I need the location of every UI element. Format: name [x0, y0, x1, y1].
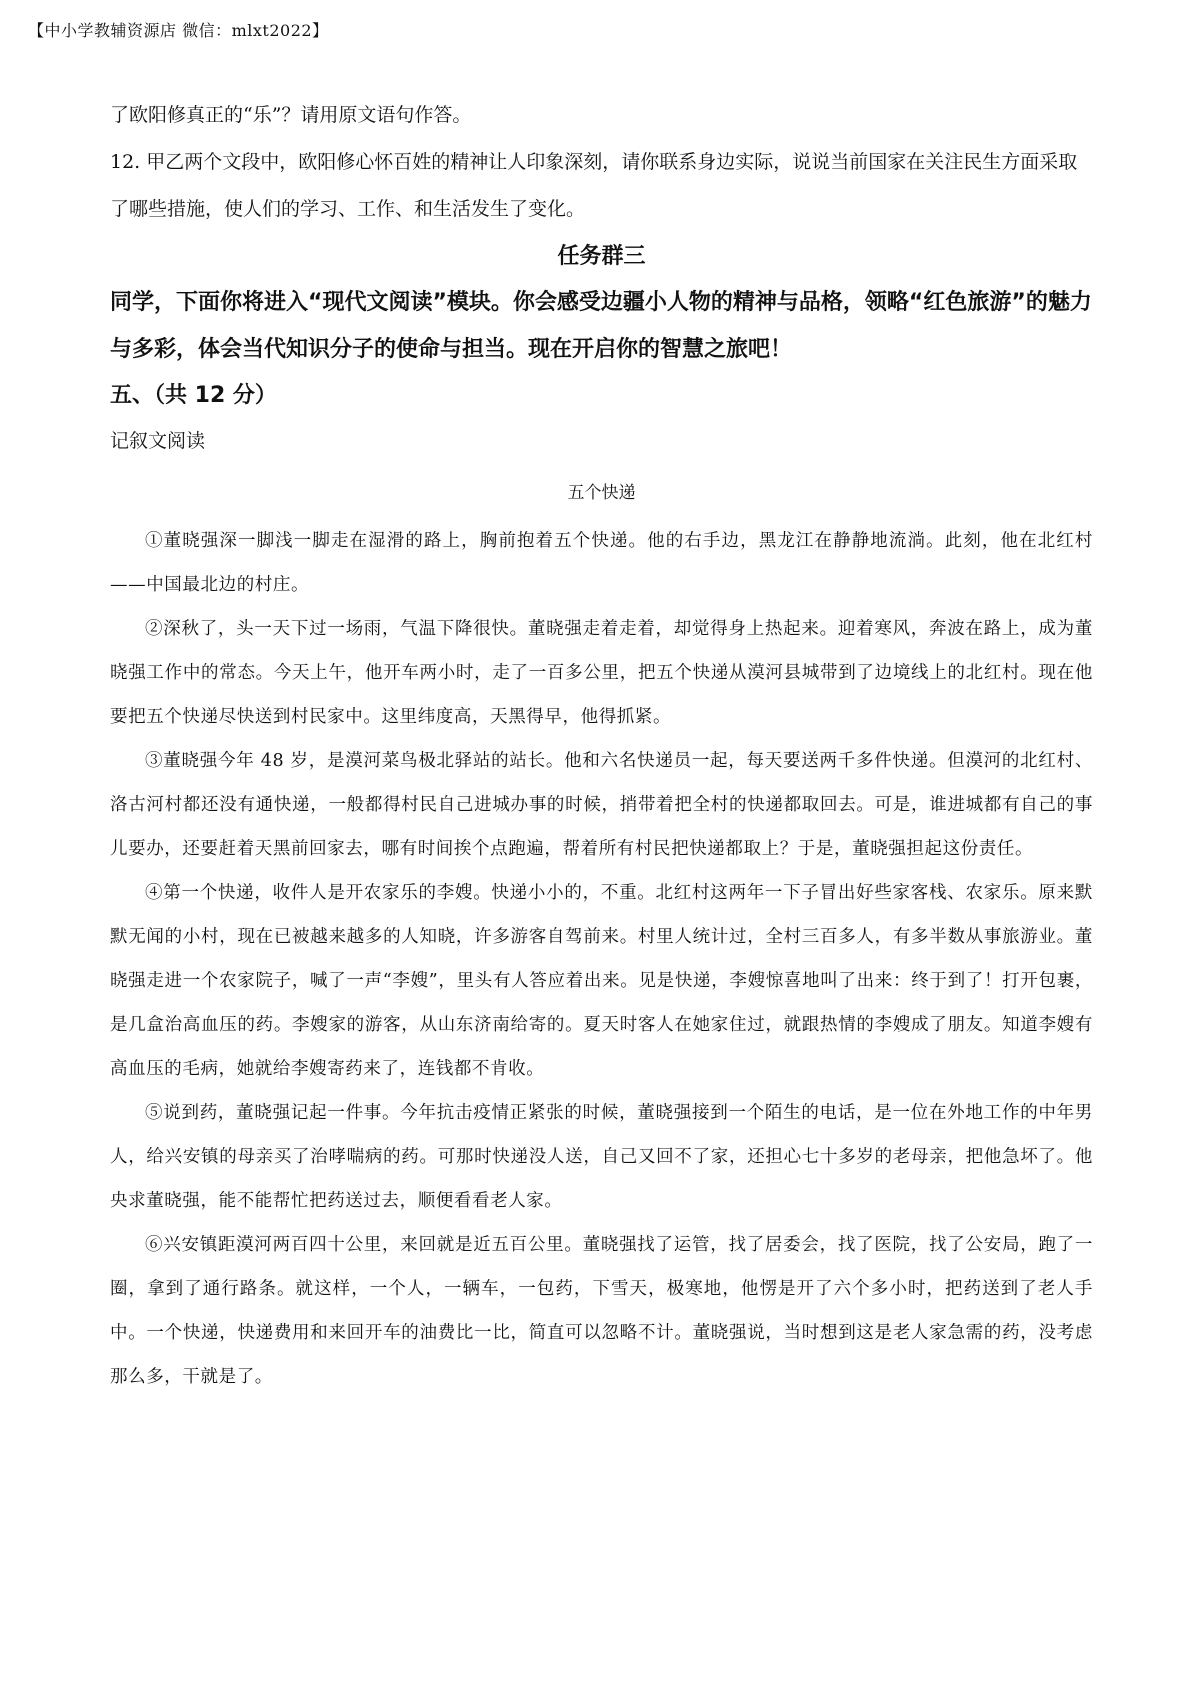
article-paragraph-4: ④第一个快递，收件人是开农家乐的李嫂。快递小小的，不重。北红村这两年一下子冒出好些家客栈、农家乐。原来默默无闻的小村，现在已被越来越多的人知晓，许多游客自驾前来。村里人统计过，全村三百多人，有多半数从事旅游业。董晓强走进一个农家院子，喊了一声“李嫂”，里头有人答应着出来。见是快递，李嫂惊喜地叫了出来：终于到了！打开包裹，是几盒治高血压的药。李嫂家的游客，从山东济南给寄的。夏天时客人在她家住过，就跟热情的李嫂成了朋友。知道李嫂有高血压的毛病，她就给李嫂寄药来了，连钱都不肯收。	[110, 883, 1093, 1079]
document-body	[110, 92, 1093, 1399]
watermark-header: 【中小学教辅资源店 微信：mlxt2022】	[28, 21, 329, 40]
task-group-intro: 同学，下面你将进入“现代文阅读”模块。你会感受边疆小人物的精神与品格，领略“红色旅游”的魅力与多彩，体会当代知识分子的使命与担当。现在开启你的智慧之旅吧！	[110, 290, 1092, 362]
article-paragraph-5: ⑤说到药，董晓强记起一件事。今年抗击疫情正紧张的时候，董晓强接到一个陌生的电话，是一位在外地工作的中年男人，给兴安镇的母亲买了治哮喘病的药。可那时快递没人送，自己又回不了家，还担心七十多岁的老母亲，把他急坏了。他央求董晓强，能不能帮忙把药送过去，顺便看看老人家。	[110, 1103, 1093, 1211]
question-12: 12. 甲乙两个文段中，欧阳修心怀百姓的精神让人印象深刻，请你联系身边实际，说说当前国家在关注民生方面采取了哪些措施，使人们的学习、工作、和生活发生了变化。	[110, 151, 1078, 220]
article-paragraph-3: ③董晓强今年 48 岁，是漠河菜鸟极北驿站的站长。他和六名快递员一起，每天要送两千多件快递。但漠河的北红村、洛古河村都还没有通快递，一般都得村民自己进城办事的时候，捎带着把全村的快递都取回去。可是，谁进城都有自己的事儿要办，还要赶着天黑前回家去，哪有时间挨个点跑遍，帮着所有村民把快递都取上？于是，董晓强担起这份责任。	[110, 751, 1093, 859]
section-subheading: 记叙文阅读	[110, 430, 206, 452]
article-title: 五个快递	[567, 483, 636, 503]
section-heading: 五、（共 12 分）	[110, 383, 277, 408]
question-11-tail: 了欧阳修真正的“乐”？请用原文语句作答。	[110, 104, 472, 126]
task-group-title: 任务群三	[557, 244, 646, 269]
article-paragraph-2: ②深秋了，头一天下过一场雨，气温下降很快。董晓强走着走着，却觉得身上热起来。迎着寒风，奔波在路上，成为董晓强工作中的常态。今天上午，他开车两小时，走了一百多公里，把五个快递从漠河县城带到了边境线上的北红村。现在他要把五个快递尽快送到村民家中。这里纬度高，天黑得早，他得抓紧。	[110, 619, 1093, 727]
article-paragraph-6: ⑥兴安镇距漠河两百四十公里，来回就是近五百公里。董晓强找了运管，找了居委会，找了医院，找了公安局，跑了一圈，拿到了通行路条。就这样，一个人，一辆车，一包药，下雪天，极寒地，他愣是开了六个多小时，把药送到了老人手中。一个快递，快递费用和来回开车的油费比一比，简直可以忽略不计。董晓强说，当时想到这是老人家急需的药，没考虑那么多，干就是了。	[110, 1235, 1093, 1387]
article-paragraph-1: ①董晓强深一脚浅一脚走在湿滑的路上，胸前抱着五个快递。他的右手边，黑龙江在静静地流淌。此刻，他在北红村——中国最北边的村庄。	[110, 531, 1093, 595]
